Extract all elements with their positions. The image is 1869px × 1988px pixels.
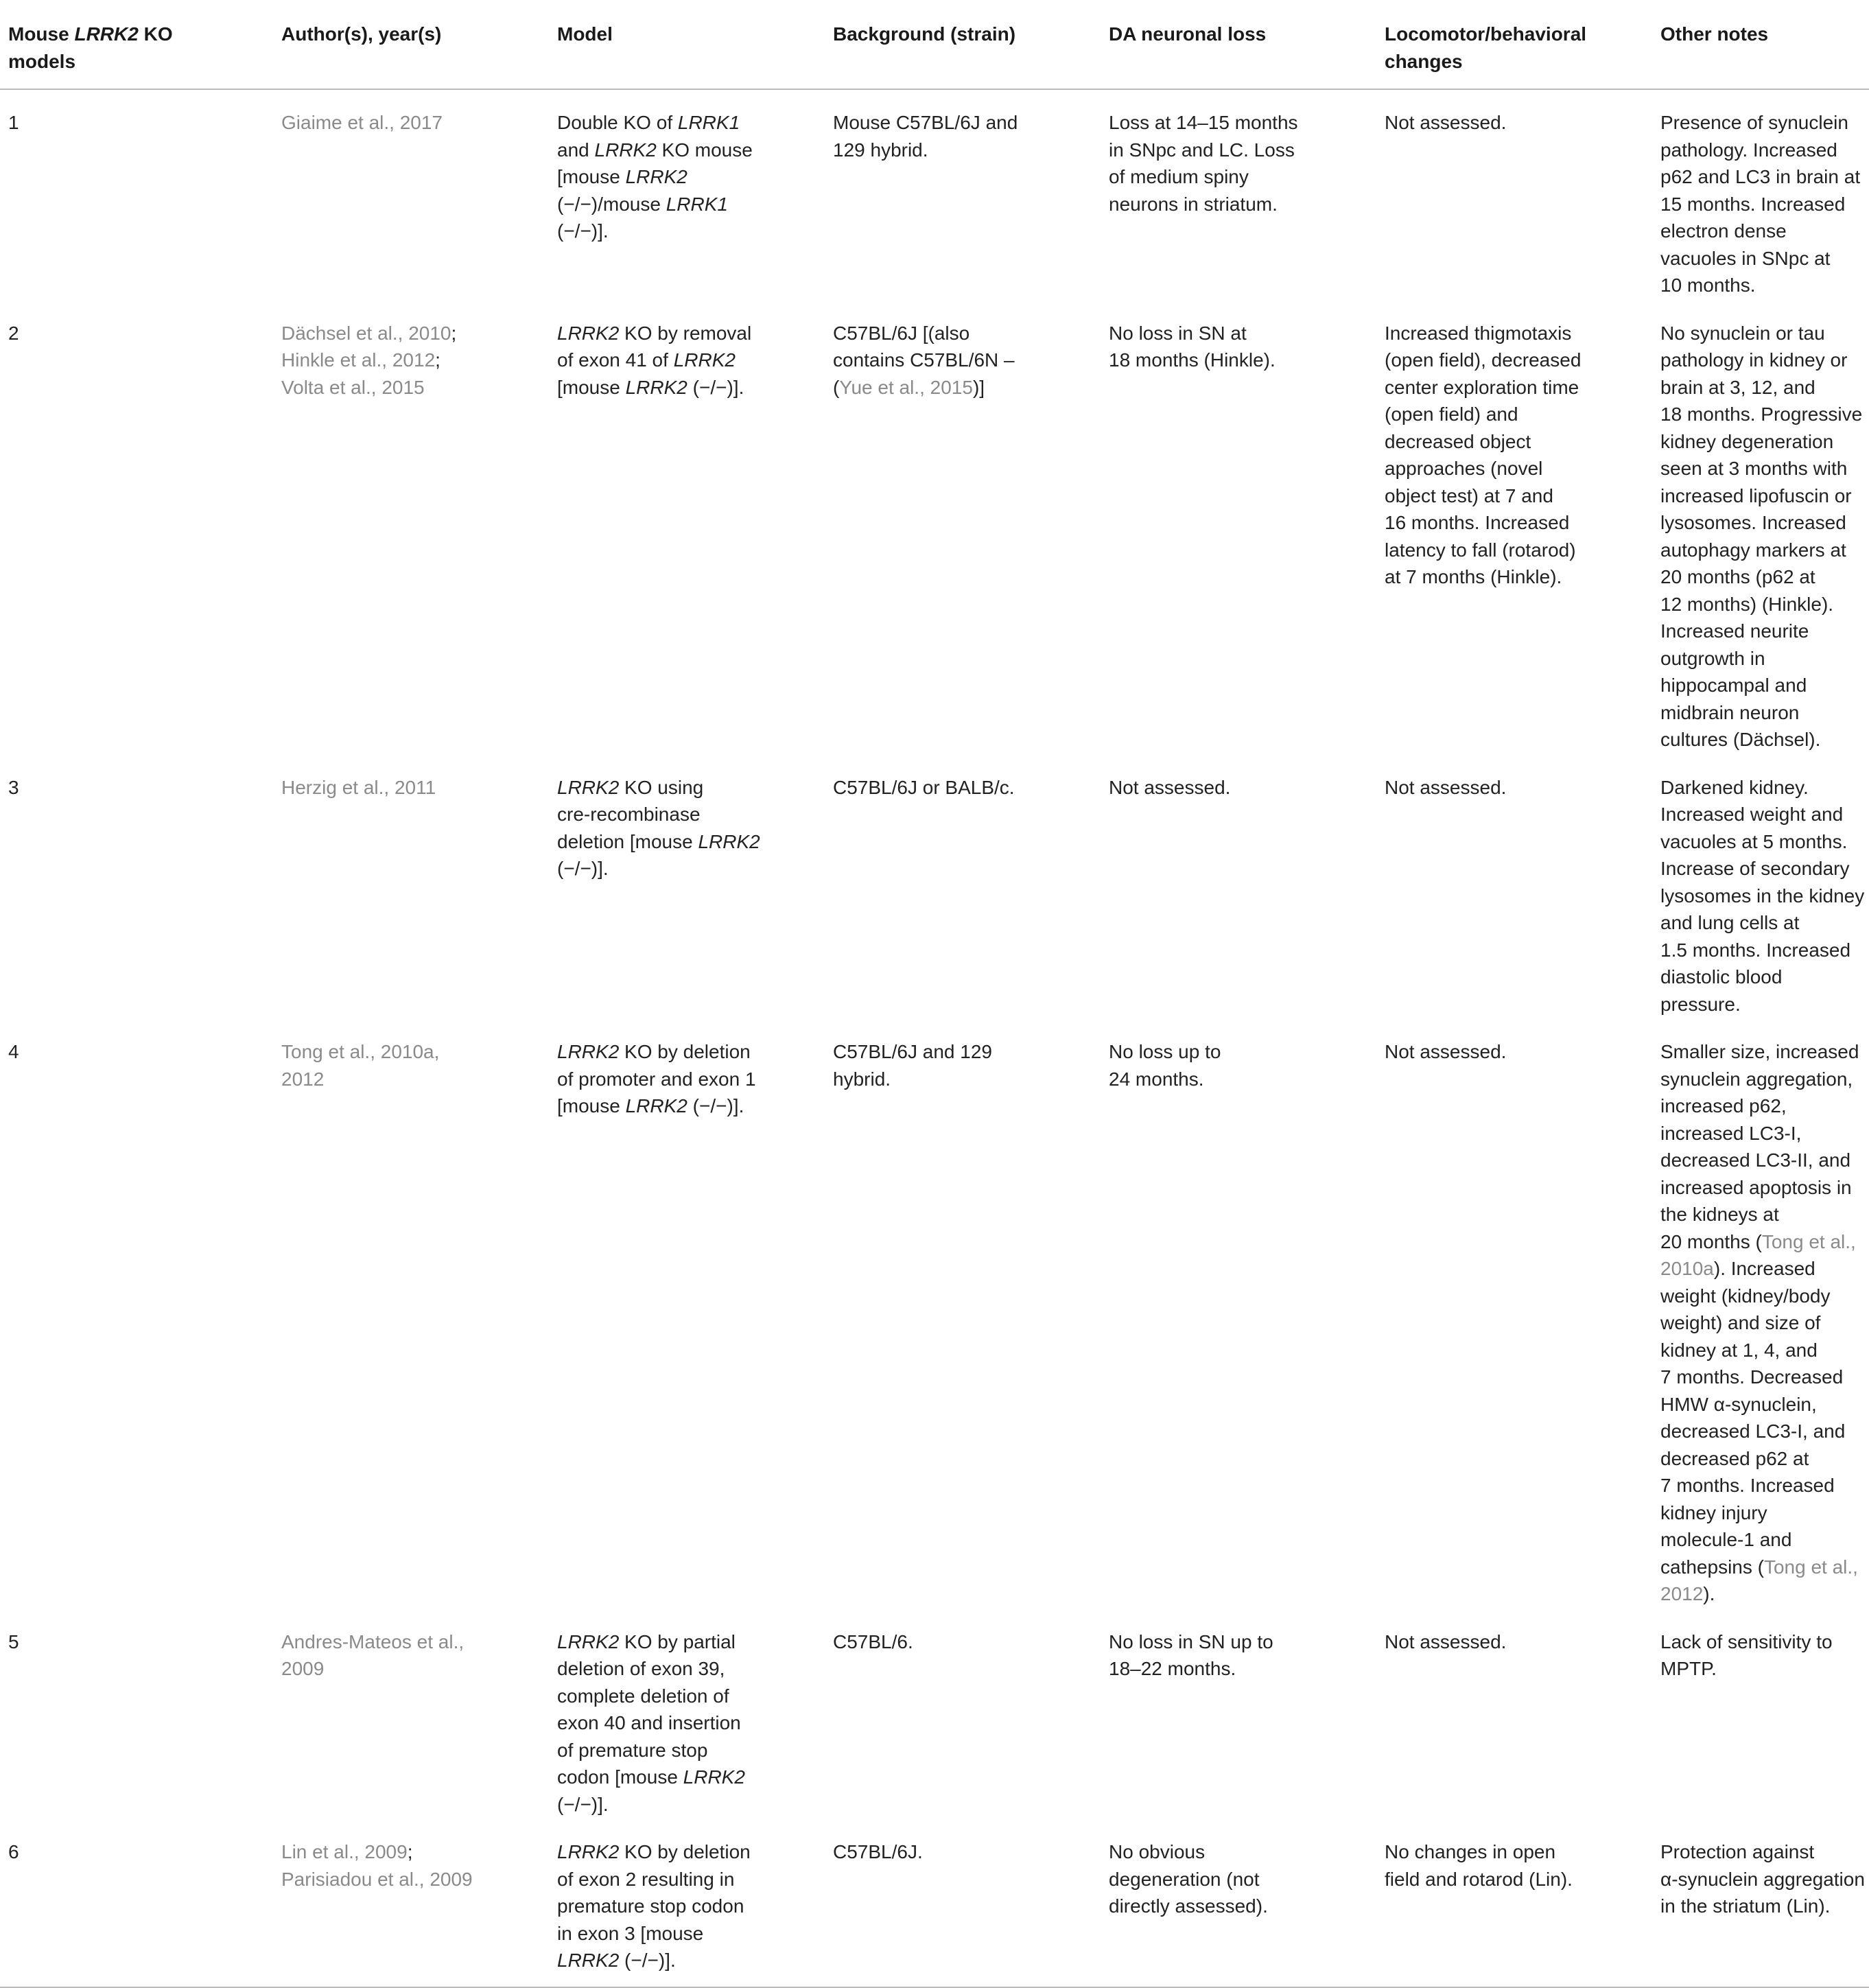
- cell-line: brain at 3, 12, and: [1660, 376, 1815, 398]
- table-row: [0, 1609, 1869, 1820]
- cell-line: in SNpc and LC. Loss: [1109, 139, 1295, 161]
- cell-line: Not assessed.: [1385, 776, 1507, 798]
- cell-line: neurons in striatum.: [1109, 193, 1278, 215]
- cell-line: HMW α-synuclein,: [1660, 1393, 1817, 1415]
- cell-line: deletion [mouse LRRK2: [557, 830, 760, 852]
- cell-line: LRRK2 (−/−)].: [557, 1950, 676, 1971]
- row-notes: [1660, 755, 1869, 1020]
- cell-line: Herzig et al., 2011: [281, 776, 436, 798]
- cell-line: decreased p62 at: [1660, 1447, 1809, 1469]
- row-authors: [281, 301, 557, 755]
- cell-line: vacuoles at 5 months.: [1660, 830, 1848, 852]
- row-notes: [1660, 1819, 1869, 1987]
- row-background: [833, 301, 1109, 755]
- header-background: [833, 7, 1109, 89]
- cell-line: No obvious: [1109, 1841, 1206, 1862]
- cell-line: [mouse LRRK2: [557, 166, 687, 187]
- row-model: [557, 301, 833, 755]
- cell-line: cathepsins (Tong et al.,: [1660, 1556, 1858, 1578]
- cell-line: 7 months. Increased: [1660, 1475, 1835, 1496]
- cell-line: 16 months. Increased: [1385, 512, 1570, 533]
- cell-line: (−/−)].: [557, 1793, 609, 1815]
- cell-line: diastolic blood: [1660, 966, 1783, 987]
- cell-line: 4: [8, 1041, 19, 1062]
- cell-line: p62 and LC3 in brain at: [1660, 166, 1861, 187]
- cell-line: C57BL/6.: [833, 1630, 913, 1652]
- cell-line: Background (strain): [833, 23, 1016, 45]
- row-behavior: [1385, 1609, 1660, 1820]
- cell-line: 12 months) (Hinkle).: [1660, 593, 1834, 615]
- row-behavior: [1385, 89, 1660, 301]
- cell-line: (open field) and: [1385, 404, 1518, 425]
- cell-line: No loss in SN up to: [1109, 1630, 1273, 1652]
- cell-line: weight) and size of: [1660, 1312, 1821, 1333]
- cell-line: Other notes: [1660, 23, 1769, 45]
- cell-line: of premature stop: [557, 1739, 708, 1761]
- row-background: [833, 755, 1109, 1020]
- cell-line: weight (kidney/body: [1660, 1285, 1831, 1307]
- row-background: [833, 1609, 1109, 1820]
- header-model: [557, 7, 833, 89]
- cell-line: seen at 3 months with: [1660, 458, 1848, 479]
- cell-line: synuclein aggregation,: [1660, 1068, 1853, 1090]
- row-da-loss: [1109, 755, 1385, 1020]
- cell-line: Presence of synuclein: [1660, 112, 1848, 133]
- cell-line: midbrain neuron: [1660, 701, 1800, 723]
- cell-line: 2: [8, 322, 19, 344]
- cell-line: C57BL/6J and 129: [833, 1041, 992, 1062]
- cell-line: electron dense: [1660, 220, 1787, 242]
- cell-line: increased apoptosis in: [1660, 1176, 1852, 1198]
- row-authors: [281, 1609, 557, 1820]
- cell-line: pressure.: [1660, 993, 1741, 1015]
- cell-line: Increased thigmotaxis: [1385, 322, 1572, 344]
- cell-line: 15 months. Increased: [1660, 193, 1846, 215]
- cell-line: Smaller size, increased: [1660, 1041, 1859, 1062]
- cell-line: LRRK2 KO by deletion: [557, 1041, 751, 1062]
- cell-line: 2012).: [1660, 1583, 1715, 1604]
- row-da-loss: [1109, 1019, 1385, 1609]
- header-authors: [281, 7, 557, 89]
- cell-line: No synuclein or tau: [1660, 322, 1825, 344]
- cell-line: of exon 41 of LRRK2: [557, 349, 736, 371]
- cell-line: directly assessed).: [1109, 1895, 1268, 1917]
- row-model: [557, 1819, 833, 1987]
- cell-line: 1.5 months. Increased: [1660, 939, 1851, 961]
- cell-line: increased lipofuscin or: [1660, 484, 1852, 506]
- cell-line: 20 months (p62 at: [1660, 566, 1815, 587]
- cell-line: autophagy markers at: [1660, 539, 1846, 561]
- cell-line: Increased weight and: [1660, 804, 1844, 825]
- cell-line: exon 40 and insertion: [557, 1712, 741, 1733]
- cell-line: hybrid.: [833, 1068, 891, 1090]
- cell-line: No loss up to: [1109, 1041, 1221, 1062]
- cell-line: in exon 3 [mouse: [557, 1922, 704, 1944]
- cell-line: No loss in SN at: [1109, 322, 1247, 344]
- row-id: [0, 301, 281, 755]
- cell-line: Mouse C57BL/6J and: [833, 112, 1018, 133]
- cell-line: increased LC3-I,: [1660, 1122, 1802, 1144]
- cell-line: hippocampal and: [1660, 675, 1807, 696]
- cell-line: vacuoles in SNpc at: [1660, 247, 1831, 269]
- cell-line: Loss at 14–15 months: [1109, 112, 1298, 133]
- cell-line: Increase of secondary: [1660, 858, 1850, 879]
- cell-line: LRRK2 KO by removal: [557, 322, 752, 344]
- row-model: [557, 755, 833, 1020]
- cell-line: models: [8, 50, 76, 72]
- cell-line: of exon 2 resulting in: [557, 1868, 735, 1890]
- row-background: [833, 1819, 1109, 1987]
- row-notes: [1660, 301, 1869, 755]
- cell-line: [mouse LRRK2 (−/−)].: [557, 1095, 744, 1116]
- cell-line: (−/−)/mouse LRRK1: [557, 193, 728, 215]
- cell-line: pathology in kidney or: [1660, 349, 1848, 371]
- row-model: [557, 89, 833, 301]
- cell-line: center exploration time: [1385, 376, 1579, 398]
- lrrk2-ko-models-table: [0, 7, 1869, 1988]
- cell-line: DA neuronal loss: [1109, 23, 1267, 45]
- cell-line: latency to fall (rotarod): [1385, 539, 1576, 561]
- table-row: [0, 301, 1869, 755]
- cell-line: Model: [557, 23, 613, 45]
- cell-line: of promoter and exon 1: [557, 1068, 756, 1090]
- cell-line: C57BL/6J [(also: [833, 322, 970, 344]
- cell-line: LRRK2 KO by partial: [557, 1630, 736, 1652]
- cell-line: Increased neurite: [1660, 620, 1809, 642]
- row-da-loss: [1109, 301, 1385, 755]
- cell-line: Protection against: [1660, 1841, 1815, 1862]
- cell-line: field and rotarod (Lin).: [1385, 1868, 1573, 1890]
- row-da-loss: [1109, 1819, 1385, 1987]
- row-model: [557, 1019, 833, 1609]
- cell-line: No changes in open: [1385, 1841, 1556, 1862]
- cell-line: 3: [8, 776, 19, 798]
- cell-line: Not assessed.: [1385, 112, 1507, 133]
- row-notes: [1660, 1019, 1869, 1609]
- cell-line: changes: [1385, 50, 1463, 72]
- cell-line: the kidneys at: [1660, 1204, 1779, 1225]
- row-behavior: [1385, 1819, 1660, 1987]
- cell-line: Lack of sensitivity to: [1660, 1630, 1833, 1652]
- cell-line: Dächsel et al., 2010;: [281, 322, 457, 344]
- cell-line: Darkened kidney.: [1660, 776, 1809, 798]
- cell-line: molecule-1 and: [1660, 1529, 1792, 1550]
- row-id: [0, 1019, 281, 1609]
- cell-line: and lung cells at: [1660, 912, 1800, 933]
- cell-line: pathology. Increased: [1660, 139, 1837, 161]
- cell-line: increased p62,: [1660, 1095, 1787, 1116]
- cell-line: Parisiadou et al., 2009: [281, 1868, 473, 1890]
- cell-line: approaches (novel: [1385, 458, 1543, 479]
- cell-line: 2012: [281, 1068, 325, 1090]
- cell-line: 1: [8, 112, 19, 133]
- cell-line: LRRK2 KO using: [557, 776, 704, 798]
- cell-line: in the striatum (Lin).: [1660, 1895, 1831, 1917]
- cell-line: 6: [8, 1841, 19, 1862]
- table-row: [0, 755, 1869, 1020]
- table-container: [0, 7, 1869, 1988]
- row-id: [0, 1609, 281, 1820]
- cell-line: Hinkle et al., 2012;: [281, 349, 440, 371]
- cell-line: C57BL/6J or BALB/c.: [833, 776, 1015, 798]
- cell-line: premature stop codon: [557, 1895, 744, 1917]
- row-background: [833, 1019, 1109, 1609]
- cell-line: 18 months (Hinkle).: [1109, 349, 1276, 371]
- table-row: [0, 89, 1869, 301]
- cell-line: Author(s), year(s): [281, 23, 442, 45]
- cell-line: Not assessed.: [1109, 776, 1231, 798]
- cell-line: Lin et al., 2009;: [281, 1841, 413, 1862]
- row-background: [833, 89, 1109, 301]
- row-notes: [1660, 1609, 1869, 1820]
- cell-line: 2009: [281, 1658, 325, 1679]
- cell-line: (Yue et al., 2015)]: [833, 376, 985, 398]
- cell-line: Locomotor/behavioral: [1385, 23, 1587, 45]
- row-id: [0, 1819, 281, 1987]
- cell-line: kidney injury: [1660, 1501, 1767, 1523]
- cell-line: 18 months. Progressive: [1660, 404, 1863, 425]
- cell-line: lysosomes. Increased: [1660, 512, 1846, 533]
- cell-line: 20 months (Tong et al.,: [1660, 1230, 1856, 1252]
- cell-line: Mouse LRRK2 KO: [8, 23, 173, 45]
- cell-line: Giaime et al., 2017: [281, 112, 443, 133]
- cell-line: Not assessed.: [1385, 1041, 1507, 1062]
- cell-line: 18–22 months.: [1109, 1658, 1236, 1679]
- cell-line: decreased object: [1385, 430, 1531, 452]
- cell-line: 7 months. Decreased: [1660, 1366, 1844, 1388]
- header-row: [0, 7, 1869, 89]
- cell-line: C57BL/6J.: [833, 1841, 923, 1862]
- cell-line: decreased LC3-II, and: [1660, 1149, 1851, 1171]
- row-da-loss: [1109, 89, 1385, 301]
- cell-line: and LRRK2 KO mouse: [557, 139, 753, 161]
- row-authors: [281, 1819, 557, 1987]
- cell-line: lysosomes in the kidney: [1660, 885, 1865, 907]
- header-notes: [1660, 7, 1869, 89]
- cell-line: outgrowth in: [1660, 647, 1765, 669]
- row-authors: [281, 89, 557, 301]
- cell-line: Volta et al., 2015: [281, 376, 425, 398]
- cell-line: cultures (Dächsel).: [1660, 729, 1821, 750]
- row-behavior: [1385, 301, 1660, 755]
- cell-line: 129 hybrid.: [833, 139, 928, 161]
- cell-line: 24 months.: [1109, 1068, 1204, 1090]
- header-da-loss: [1109, 7, 1385, 89]
- cell-line: codon [mouse LRRK2: [557, 1766, 745, 1788]
- cell-line: cre-recombinase: [557, 804, 701, 825]
- cell-line: object test) at 7 and: [1385, 484, 1553, 506]
- header-models: [0, 7, 281, 89]
- cell-line: deletion of exon 39,: [557, 1658, 725, 1679]
- cell-line: kidney degeneration: [1660, 430, 1834, 452]
- row-da-loss: [1109, 1609, 1385, 1820]
- cell-line: MPTP.: [1660, 1658, 1717, 1679]
- cell-line: Andres-Mateos et al.,: [281, 1630, 465, 1652]
- cell-line: 10 months.: [1660, 274, 1756, 296]
- row-id: [0, 89, 281, 301]
- cell-line: (open field), decreased: [1385, 349, 1582, 371]
- table-row: [0, 1019, 1869, 1609]
- table-row: [0, 1819, 1869, 1987]
- cell-line: degeneration (not: [1109, 1868, 1260, 1890]
- cell-line: (−/−)].: [557, 220, 609, 242]
- cell-line: (−/−)].: [557, 858, 609, 879]
- row-authors: [281, 1019, 557, 1609]
- row-authors: [281, 755, 557, 1020]
- row-model: [557, 1609, 833, 1820]
- row-id: [0, 755, 281, 1020]
- cell-line: of medium spiny: [1109, 166, 1249, 187]
- cell-line: Tong et al., 2010a,: [281, 1041, 440, 1062]
- header-behavior: [1385, 7, 1660, 89]
- row-notes: [1660, 89, 1869, 301]
- cell-line: 5: [8, 1630, 19, 1652]
- cell-line: contains C57BL/6N –: [833, 349, 1015, 371]
- cell-line: 2010a). Increased: [1660, 1258, 1815, 1279]
- cell-line: decreased LC3-I, and: [1660, 1420, 1846, 1442]
- cell-line: [mouse LRRK2 (−/−)].: [557, 376, 744, 398]
- row-behavior: [1385, 1019, 1660, 1609]
- cell-line: LRRK2 KO by deletion: [557, 1841, 751, 1862]
- cell-line: kidney at 1, 4, and: [1660, 1339, 1818, 1361]
- cell-line: Double KO of LRRK1: [557, 112, 740, 133]
- cell-line: Not assessed.: [1385, 1630, 1507, 1652]
- cell-line: complete deletion of: [557, 1685, 729, 1707]
- cell-line: at 7 months (Hinkle).: [1385, 566, 1562, 587]
- cell-line: α-synuclein aggregation: [1660, 1868, 1865, 1890]
- row-behavior: [1385, 755, 1660, 1020]
